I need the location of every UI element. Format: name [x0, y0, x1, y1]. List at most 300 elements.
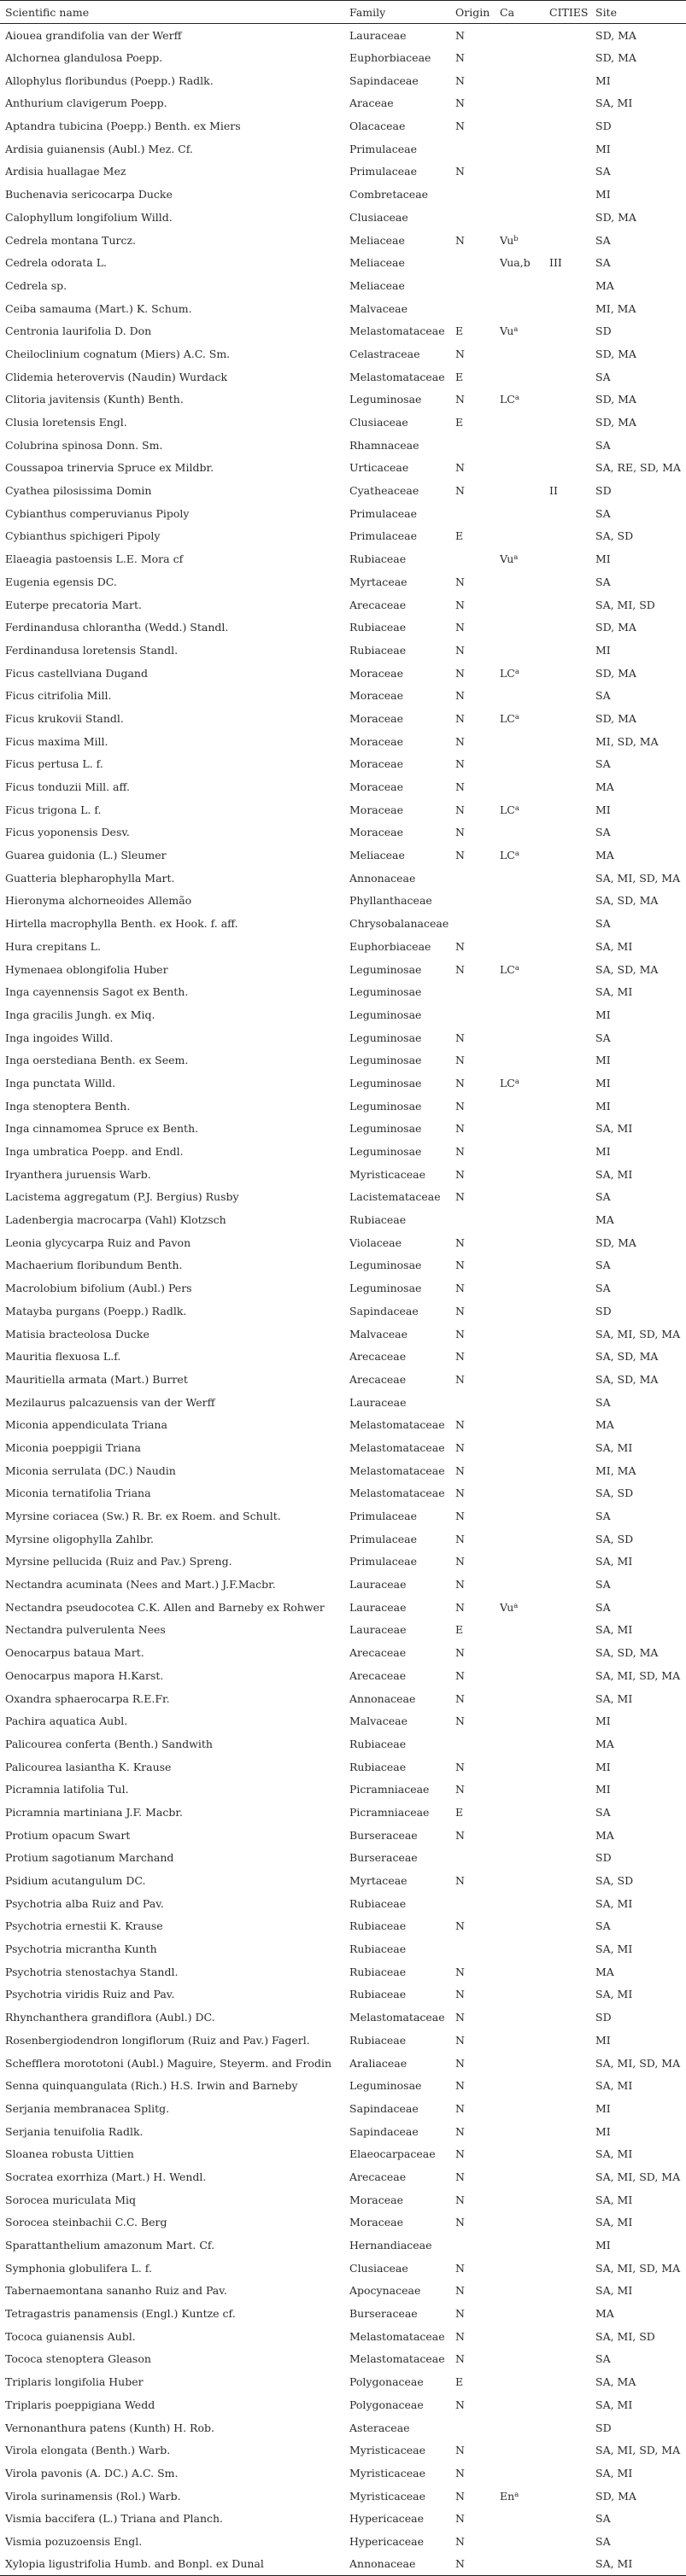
ca-status: LC: [500, 849, 515, 862]
cell-site: MI: [595, 1145, 611, 1159]
cell-scientific-name: Ferdinandusa loretensis Standl.: [5, 643, 179, 657]
table-row: [0, 890, 686, 913]
table-row: [0, 1323, 686, 1346]
ca-status-footnote: a: [514, 394, 519, 403]
cell-origin: [450, 1937, 495, 1960]
cell-ca: [495, 2029, 544, 2052]
ca-status-footnote: a: [513, 1601, 519, 1610]
cell-scientific-name: Clitoria javitensis (Kunth) Benth.: [5, 393, 184, 406]
cell-family: Leguminosae: [349, 985, 422, 999]
cell-site: SA, MI, SD: [595, 598, 655, 611]
cell-site: SA, MI, SD, MA: [595, 2170, 681, 2183]
cell-cites: [544, 1596, 590, 1619]
header-site: Site: [590, 1, 686, 24]
cell-scientific-name: Senna quinquangulata (Rich.) H.S. Irwin and Barneby: [5, 2079, 298, 2093]
cell-scientific-name: Cedrela odorata L.: [5, 256, 107, 270]
cell-ca: [495, 1847, 544, 1870]
cell-site: MI, SD, MA: [595, 734, 659, 748]
cell-scientific-name: Hymenaea oblongifolia Huber: [5, 962, 168, 976]
cell-scientific-name: Psidium acutangulum DC.: [5, 1874, 146, 1888]
ca-status-footnote: a: [513, 325, 519, 335]
cell-origin: N: [455, 734, 465, 748]
cell-cites: [544, 2553, 590, 2576]
cell-family: Malvaceae: [349, 1714, 408, 1728]
cell-family: Euphorbiaceae: [349, 51, 431, 65]
cell-scientific-name: Tococa stenoptera Gleason: [5, 2352, 151, 2366]
ca-status: Vu: [500, 324, 514, 338]
cell-family: Myrtaceae: [349, 575, 407, 588]
cell-family: Primulaceae: [349, 142, 417, 155]
cell-family: Arecaceae: [349, 1372, 407, 1386]
cell-site: SD, MA: [595, 416, 636, 429]
cell-origin: N: [455, 2147, 465, 2161]
table-row: [0, 844, 686, 867]
cell-cites: [544, 1231, 590, 1254]
cell-cites: [544, 319, 590, 342]
cell-cites: [544, 2006, 590, 2029]
cell-scientific-name: Calophyllum longifolium Willd.: [5, 210, 173, 224]
cell-family: Moraceae: [349, 826, 404, 839]
cell-cites: [544, 935, 590, 958]
cell-site: MI: [595, 73, 611, 87]
cell-ca: [495, 297, 544, 320]
cell-cites: [544, 775, 590, 798]
table-row: [0, 342, 686, 365]
cell-family: Moraceae: [349, 734, 404, 748]
cell-cites: [544, 570, 590, 593]
table-row: [0, 1118, 686, 1141]
cell-scientific-name: Inga cayennensis Sagot ex Benth.: [5, 985, 189, 999]
cell-ca: [495, 502, 544, 525]
table-row: [0, 2029, 686, 2052]
cell-family: Leguminosae: [349, 1076, 422, 1089]
cell-ca: [495, 1482, 544, 1505]
table-row: [0, 2507, 686, 2530]
cell-site: SA, SD, MA: [595, 1372, 659, 1386]
table-row: [0, 1368, 686, 1391]
cell-ca: [495, 1892, 544, 1915]
cell-site: SA: [595, 438, 611, 452]
cell-ca: [495, 2348, 544, 2371]
cell-scientific-name: Elaeagia pastoensis L.E. Mora cf: [5, 552, 184, 566]
cell-family: Annonaceae: [349, 871, 416, 885]
table-row: [0, 821, 686, 844]
cell-cites: [544, 434, 590, 457]
cell-site: MI: [595, 552, 611, 566]
cell-scientific-name: Myrsine pellucida (Ruiz and Pav.) Spreng.: [5, 1555, 232, 1568]
cell-origin: [450, 1208, 495, 1231]
cell-cites: [544, 1482, 590, 1505]
cell-family: Lauraceae: [349, 1578, 407, 1592]
cell-family: Moraceae: [349, 711, 404, 725]
cell-family: Hypericaceae: [349, 2534, 425, 2548]
cell-cites: [544, 1732, 590, 1755]
cell-scientific-name: Inga cinnamomea Spruce ex Benth.: [5, 1122, 199, 1136]
cell-origin: N: [455, 1418, 465, 1432]
table-row: [0, 319, 686, 342]
cell-family: Urticaceae: [349, 461, 409, 475]
cell-family: Melastomataceae: [349, 2329, 445, 2343]
cell-family: Malvaceae: [349, 1327, 408, 1341]
cell-origin: N: [455, 2011, 465, 2024]
cell-ca: [495, 958, 544, 981]
cell-ca: [495, 1391, 544, 1414]
cell-family: Burseraceae: [349, 1851, 418, 1865]
table-row: [0, 479, 686, 502]
table-row: [0, 1596, 686, 1619]
cell-ca: [495, 1118, 544, 1141]
cell-cites: [544, 1664, 590, 1687]
cell-site: SA: [595, 2512, 611, 2526]
cell-origin: N: [455, 757, 465, 771]
cell-family: Malvaceae: [349, 301, 408, 315]
cell-scientific-name: Myrsine coriacea (Sw.) R. Br. ex Roem. and Schult.: [5, 1510, 281, 1523]
cell-cites: [544, 69, 590, 92]
cell-ca: [495, 1049, 544, 1072]
table-row: [0, 2211, 686, 2234]
cell-cites: [544, 1983, 590, 2006]
cell-cites: [544, 1140, 590, 1163]
cell-origin: [450, 2234, 495, 2257]
cell-ca: [495, 1619, 544, 1642]
table-row: [0, 2370, 686, 2393]
cell-origin: N: [455, 2284, 465, 2298]
cell-site: SA, MI: [595, 2147, 633, 2161]
cell-site: SD, MA: [595, 393, 636, 406]
cell-scientific-name: Coussapoa trinervia Spruce ex Mildbr.: [5, 461, 214, 475]
cell-ca: [495, 707, 544, 730]
cell-scientific-name: Aiouea grandifolia van der Werff: [5, 28, 182, 42]
table-row: [0, 1551, 686, 1574]
cell-site: SA, SD: [595, 529, 634, 543]
cell-family: Polygonaceae: [349, 2375, 424, 2389]
cell-cites: [544, 1208, 590, 1231]
cell-ca: [495, 183, 544, 206]
table-row: [0, 1186, 686, 1209]
ca-status: LC: [500, 666, 515, 680]
cell-site: MA: [595, 1418, 614, 1432]
cell-family: Leguminosae: [349, 1099, 422, 1113]
cell-scientific-name: Palicourea conferta (Benth.) Sandwith: [5, 1737, 213, 1750]
table-row: [0, 867, 686, 890]
cell-family: Leguminosae: [349, 1282, 422, 1295]
table-row: [0, 1231, 686, 1254]
cell-scientific-name: Hura crepitans L.: [5, 939, 101, 953]
cell-scientific-name: Vernonanthura patens (Kunth) H. Rob.: [5, 2421, 214, 2434]
cell-ca: [495, 890, 544, 913]
cell-cites: [544, 1413, 590, 1436]
cell-origin: N: [455, 1440, 465, 1454]
cell-scientific-name: Miconia poeppigii Triana: [5, 1440, 141, 1454]
cell-scientific-name: Inga oerstediana Benth. ex Seem.: [5, 1054, 189, 1067]
cell-site: SD: [595, 2421, 612, 2434]
table-body: [0, 24, 686, 2576]
cell-site: SA, RE, SD, MA: [595, 461, 681, 475]
cell-ca: [495, 1323, 544, 1346]
cell-family: Rubiaceae: [349, 1760, 407, 1773]
cell-origin: N: [455, 1487, 465, 1500]
cell-cites: [544, 798, 590, 821]
cell-site: SA, MI: [595, 1988, 633, 2001]
cell-scientific-name: Mauritia flexuosa L.f.: [5, 1350, 121, 1364]
cell-scientific-name: Cyathea pilosissima Domin: [5, 484, 152, 498]
cell-site: MA: [595, 1828, 614, 1842]
ca-status: Vu: [500, 233, 514, 247]
cell-origin: N: [455, 939, 465, 953]
table-row: [0, 502, 686, 525]
cell-site: MA: [595, 780, 614, 794]
cell-origin: E: [455, 1805, 464, 1819]
cell-scientific-name: Ceiba samauma (Mart.) K. Schum.: [5, 301, 192, 315]
cell-origin: [450, 867, 495, 890]
cell-family: Meliaceae: [349, 233, 405, 247]
cell-scientific-name: Picramnia latifolia Tul.: [5, 1783, 129, 1796]
cell-origin: N: [455, 1555, 465, 1568]
cell-cites: [544, 2142, 590, 2165]
cell-cites: [544, 2120, 590, 2143]
cell-site: SA: [595, 689, 611, 703]
cell-scientific-name: Socratea exorrhiza (Mart.) H. Wendl.: [5, 2170, 207, 2183]
cell-site: MA: [595, 2307, 614, 2321]
cell-site: MI: [595, 1760, 611, 1773]
cell-origin: N: [455, 1760, 465, 1773]
cell-origin: [450, 2416, 495, 2439]
cell-family: Primulaceae: [349, 1555, 417, 1568]
cell-scientific-name: Schefflera morototoni (Aubl.) Maguire, Steyerm. and Frodin: [5, 2056, 332, 2070]
cell-family: Primulaceae: [349, 529, 417, 543]
cell-origin: [450, 1892, 495, 1915]
cell-scientific-name: Macrolobium bifolium (Aubl.) Pers: [5, 1282, 192, 1295]
cell-scientific-name: Serjania membranacea Splitg.: [5, 2101, 170, 2115]
cell-origin: N: [455, 1532, 465, 1545]
cell-ca: [495, 1551, 544, 1574]
cell-ca: [495, 69, 544, 92]
cell-cites: [544, 1003, 590, 1026]
cell-site: SA: [595, 370, 611, 383]
cell-site: SA, MI: [595, 1691, 633, 1705]
cell-cites: [544, 821, 590, 844]
cell-site: SD, MA: [595, 347, 636, 360]
cell-site: SA, MI: [595, 96, 633, 110]
cell-site: SD, MA: [595, 666, 636, 680]
cell-cites: [544, 1687, 590, 1710]
cell-ca: [495, 1163, 544, 1186]
cell-family: Clusiaceae: [349, 2261, 408, 2275]
table-row: [0, 593, 686, 616]
table-row: [0, 2325, 686, 2348]
cell-cites: [544, 639, 590, 662]
ca-status-footnote: a: [513, 553, 519, 563]
cell-origin: N: [455, 826, 465, 839]
cell-site: SA: [595, 1031, 611, 1044]
cell-site: SA: [595, 506, 611, 520]
cell-origin: N: [455, 1988, 465, 2001]
table-row: [0, 251, 686, 274]
cell-ca: [495, 2120, 544, 2143]
cell-ca: [495, 1527, 544, 1551]
cell-origin: N: [455, 1463, 465, 1477]
cell-site: MA: [595, 278, 614, 292]
table-row: [0, 1459, 686, 1482]
cell-cites: [544, 274, 590, 297]
table-row: [0, 1664, 686, 1687]
cell-ca: [495, 251, 544, 274]
table-row: [0, 2257, 686, 2280]
cell-cites: [544, 1755, 590, 1779]
cell-ca: [495, 2234, 544, 2257]
cell-family: Melastomataceae: [349, 370, 445, 383]
cell-site: SA, MI, SD, MA: [595, 2444, 681, 2457]
cell-family: Araliaceae: [349, 2056, 407, 2070]
table-row: [0, 206, 686, 229]
table-row: [0, 2142, 686, 2165]
cell-scientific-name: Inga ingoides Willd.: [5, 1031, 114, 1044]
cell-ca: [495, 844, 544, 867]
cell-ca: [495, 867, 544, 890]
cell-scientific-name: Alchornea glandulosa Poepp.: [5, 51, 163, 65]
table-row: [0, 92, 686, 115]
cell-ca: [495, 684, 544, 707]
cell-origin: E: [455, 2375, 464, 2389]
table-row: [0, 46, 686, 69]
cell-site: SA, SD: [595, 1487, 634, 1500]
cell-cites: [544, 2507, 590, 2530]
cell-scientific-name: Ardisia guianensis (Aubl.) Mez. Cf.: [5, 142, 193, 155]
cell-scientific-name: Psychotria viridis Ruiz and Pav.: [5, 1988, 175, 2001]
cell-ca: [495, 1664, 544, 1687]
cell-origin: [450, 980, 495, 1003]
cell-family: Leguminosae: [349, 962, 422, 976]
cell-cites: [544, 161, 590, 184]
cell-ca: [495, 1687, 544, 1710]
cell-cites: [544, 2211, 590, 2234]
cell-origin: [450, 890, 495, 913]
cell-scientific-name: Triplaris longifolia Huber: [5, 2375, 144, 2389]
cell-family: Asteraceae: [349, 2421, 410, 2434]
cell-family: Rubiaceae: [349, 2033, 407, 2047]
cell-site: SA: [595, 575, 611, 588]
cell-scientific-name: Colubrina spinosa Donn. Sm.: [5, 438, 163, 452]
cell-family: Melastomataceae: [349, 2011, 445, 2024]
cell-ca: [495, 1641, 544, 1664]
cell-ca: [495, 1300, 544, 1323]
cell-ca: [495, 821, 544, 844]
cell-ca: [495, 2325, 544, 2348]
cell-scientific-name: Ficus yoponensis Desv.: [5, 826, 130, 839]
cell-site: MI: [595, 2239, 611, 2252]
table-row: [0, 1140, 686, 1163]
cell-family: Lauraceae: [349, 1623, 407, 1637]
cell-ca: [495, 1368, 544, 1391]
cell-cites: [544, 1459, 590, 1482]
cell-site: SA, MI, SD: [595, 2329, 655, 2343]
cell-ca: [495, 798, 544, 821]
cell-scientific-name: Oenocarpus mapora H.Karst.: [5, 1668, 164, 1682]
cell-ca: [495, 1709, 544, 1732]
table-row: [0, 935, 686, 958]
cell-origin: E: [455, 324, 464, 338]
cell-origin: N: [455, 575, 465, 588]
table-row: [0, 798, 686, 821]
cell-ca: [495, 1413, 544, 1436]
cell-origin: N: [455, 28, 465, 42]
cell-origin: N: [455, 2216, 465, 2229]
cell-scientific-name: Cedrela montana Turcz.: [5, 233, 137, 247]
cell-ca: [495, 2530, 544, 2553]
cell-family: Arecaceae: [349, 1646, 407, 1660]
cell-family: Meliaceae: [349, 256, 405, 270]
cell-ca: [495, 1755, 544, 1779]
cell-site: MI: [595, 2033, 611, 2047]
cell-family: Leguminosae: [349, 1054, 422, 1067]
ca-status-footnote: a: [514, 2490, 519, 2499]
cell-scientific-name: Protium sagotianum Marchand: [5, 1851, 174, 1865]
cell-scientific-name: Mauritiella armata (Mart.) Burret: [5, 1372, 188, 1386]
cell-cites: [544, 2302, 590, 2325]
cell-ca: [495, 1231, 544, 1254]
table-row: [0, 1003, 686, 1026]
cell-origin: N: [455, 962, 465, 976]
table-row: [0, 684, 686, 707]
cell-scientific-name: Symphonia globulifera L. f.: [5, 2261, 152, 2275]
table-row: [0, 1960, 686, 1983]
cell-origin: N: [455, 1668, 465, 1682]
table-row: [0, 1163, 686, 1186]
cell-cites: [544, 1436, 590, 1459]
cell-family: Annonaceae: [349, 1691, 416, 1705]
cell-origin: N: [455, 1965, 465, 1978]
cell-origin: N: [455, 689, 465, 703]
cell-scientific-name: Guarea guidonia (L.) Sleumer: [5, 849, 167, 862]
table-row: [0, 1504, 686, 1527]
table-row: [0, 1026, 686, 1049]
table-row: [0, 547, 686, 570]
cell-ca: [495, 1459, 544, 1482]
cell-origin: E: [455, 1623, 464, 1637]
cell-cites: [544, 2439, 590, 2462]
cell-cites: [544, 46, 590, 69]
table-row: [0, 730, 686, 753]
cell-family: Sapindaceae: [349, 1304, 419, 1317]
cell-family: Primulaceae: [349, 165, 417, 178]
cell-family: Picramniaceae: [349, 1805, 430, 1819]
ca-status-footnote: a: [514, 713, 519, 722]
table-row: [0, 274, 686, 297]
ca-status: LC: [500, 393, 515, 406]
cell-cites: [544, 114, 590, 137]
cell-family: Hypericaceae: [349, 2512, 425, 2526]
cell-cites: [544, 707, 590, 730]
cell-site: MA: [595, 1965, 614, 1978]
cell-ca: [495, 2416, 544, 2439]
cell-site: SA, MI: [595, 1555, 633, 1568]
cell-scientific-name: Cybianthus spichigeri Pipoly: [5, 529, 161, 543]
cell-scientific-name: Hirtella macrophylla Benth. ex Hook. f. aff.: [5, 917, 238, 931]
cell-site: SA: [595, 165, 611, 178]
cell-cites: [544, 684, 590, 707]
cell-site: MI: [595, 2101, 611, 2115]
cell-ca: [495, 2280, 544, 2303]
cell-family: Arecaceae: [349, 1350, 407, 1364]
table-row: [0, 137, 686, 161]
cell-ca: [495, 753, 544, 776]
cell-ca: [495, 274, 544, 297]
cell-scientific-name: Xylopia ligustrifolia Humb. and Bonpl. ex Dunal: [0, 2553, 344, 2576]
cell-origin: N: [455, 2124, 465, 2138]
cell-family: Moraceae: [349, 689, 404, 703]
cell-ca: [495, 342, 544, 365]
cell-cites: [544, 1276, 590, 1300]
